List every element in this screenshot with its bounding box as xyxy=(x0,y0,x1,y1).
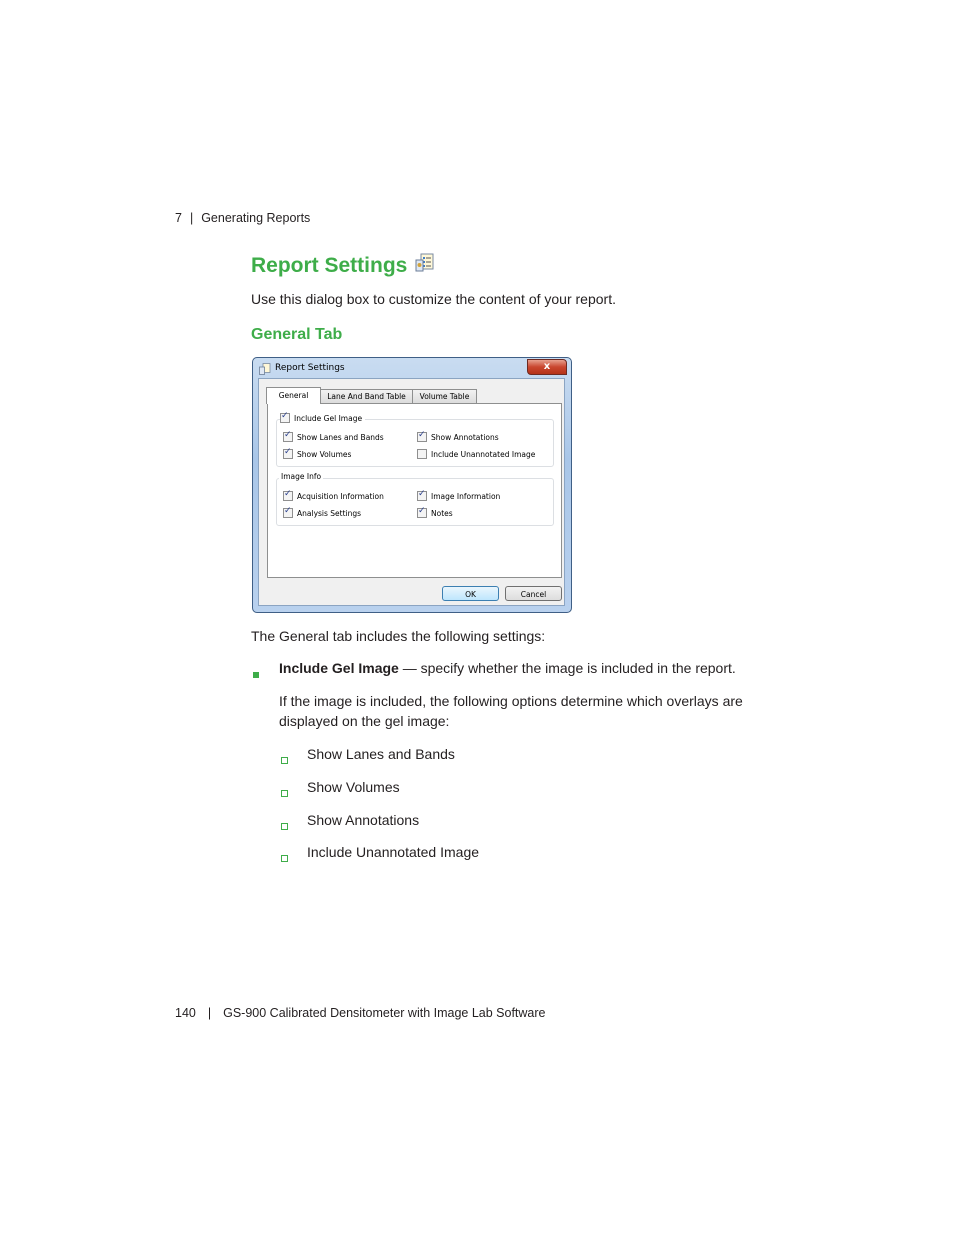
chapter-title: Generating Reports xyxy=(201,211,311,225)
sub-item-show-volumes: Show Volumes xyxy=(307,779,400,795)
checkbox-label: Notes xyxy=(431,508,453,518)
acquisition-information-checkbox[interactable] xyxy=(283,491,384,501)
checkbox-box xyxy=(283,491,293,501)
separator: | xyxy=(207,1006,212,1020)
notes-checkbox[interactable] xyxy=(417,508,453,518)
running-header xyxy=(175,211,310,225)
open-square-bullet-icon xyxy=(281,817,288,835)
ok-button[interactable]: OK xyxy=(442,586,499,601)
settings-intro: The General tab includes the following settings: xyxy=(251,628,546,644)
include-gel-image-group xyxy=(276,419,554,467)
tab-general[interactable]: General xyxy=(266,387,321,404)
dialog-title: Report Settings xyxy=(275,363,345,373)
tab-lane-and-band-table[interactable]: Lane And Band Table xyxy=(320,389,413,403)
image-information-checkbox[interactable] xyxy=(417,491,500,501)
page-title-text: Report Settings xyxy=(251,254,408,277)
sub-item-show-lanes-and-bands: Show Lanes and Bands xyxy=(307,746,455,762)
paragraph-line-2: displayed on the gel image: xyxy=(279,713,450,729)
checkbox-label: Include Unannotated Image xyxy=(431,449,536,459)
checkbox-box xyxy=(283,449,293,459)
cancel-button[interactable]: Cancel xyxy=(505,586,562,601)
open-square-bullet-icon xyxy=(281,849,288,867)
running-footer xyxy=(175,1006,546,1020)
checkbox-box xyxy=(283,508,293,518)
tab-volume-table[interactable]: Volume Table xyxy=(412,389,477,403)
checkbox-box xyxy=(283,432,293,442)
open-square-bullet-icon xyxy=(281,784,288,802)
dialog-body xyxy=(258,378,565,606)
checkbox-box xyxy=(280,413,290,423)
checkbox-label: Show Volumes xyxy=(297,449,352,459)
chapter-number: 7 xyxy=(175,211,182,225)
paragraph-line-1: If the image is included, the following options determine which overlays are xyxy=(279,693,743,709)
sub-item-include-unannotated-image: Include Unannotated Image xyxy=(307,844,480,860)
checkbox-label: Analysis Settings xyxy=(297,508,362,518)
separator: | xyxy=(189,211,194,225)
checkbox-box xyxy=(417,491,427,501)
checkbox-label: Include Gel Image xyxy=(294,413,363,423)
show-lanes-and-bands-checkbox[interactable] xyxy=(283,432,384,442)
checkbox-label: Show Annotations xyxy=(431,432,499,442)
general-tab-panel xyxy=(267,403,562,578)
report-settings-dialog xyxy=(252,357,572,613)
dialog-app-icon xyxy=(259,363,271,375)
book-title: GS-900 Calibrated Densitometer with Image Lab Software xyxy=(223,1006,546,1020)
sub-item-show-annotations: Show Annotations xyxy=(307,812,420,828)
page-number: 140 xyxy=(175,1006,196,1020)
include-gel-image-checkbox[interactable] xyxy=(280,413,365,423)
bullet-term: Include Gel Image xyxy=(279,660,399,676)
section-heading: General Tab xyxy=(251,326,343,343)
open-square-bullet-icon xyxy=(281,751,288,769)
include-unannotated-image-checkbox[interactable] xyxy=(417,449,535,459)
bullet-description: — specify whether the image is included in the report. xyxy=(398,660,736,676)
show-volumes-checkbox[interactable] xyxy=(283,449,351,459)
image-info-label: Image Info xyxy=(281,472,322,481)
close-button[interactable]: x xyxy=(527,359,567,375)
intro-text: Use this dialog box to customize the content of your report. xyxy=(251,291,616,307)
checkbox-label: Image Information xyxy=(431,491,501,501)
checkbox-box xyxy=(417,432,427,442)
checkbox-box xyxy=(417,449,427,459)
bullet-include-gel-image xyxy=(279,660,736,676)
bullet-square-icon xyxy=(253,665,259,683)
analysis-settings-checkbox[interactable] xyxy=(283,508,361,518)
checkbox-label: Acquisition Information xyxy=(297,491,384,501)
checkbox-label: Show Lanes and Bands xyxy=(297,432,384,442)
image-info-group xyxy=(276,478,554,526)
page-title xyxy=(251,254,435,278)
checkbox-box xyxy=(417,508,427,518)
show-annotations-checkbox[interactable] xyxy=(417,432,499,442)
report-settings-icon xyxy=(415,253,435,273)
